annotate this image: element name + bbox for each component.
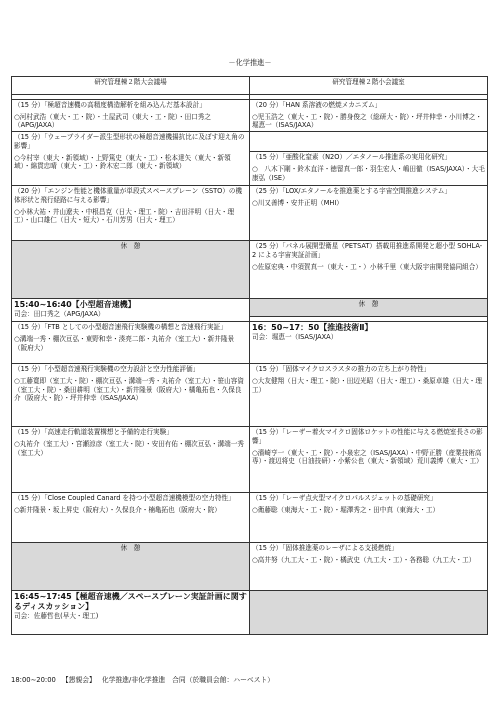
talk-title: （15 分）「レーザ点火型マイクロパルスジェットの基礎研究」 xyxy=(252,494,437,503)
talk-item xyxy=(250,493,488,543)
talk-authors: ○衛藤聡（東海大・工・院）・堀澤秀之・田中真（東海大・工） xyxy=(252,505,440,514)
talk-title: （25 分）「LOX/エタノールを推進薬とする宇宙空間推進システム」 xyxy=(252,187,451,196)
session-header xyxy=(250,322,488,364)
talk-title: （15 分）「亜酸化窒素（N2O）／エタノール推進系の実用化研究」 xyxy=(252,153,452,162)
talk-authors: ○工藤寛即（室工大・院）・棚次亘弘・溝端一秀・丸祐介（室工大）・笹山容資（室工大・院）・桑田耕明（室工大）・新井隆景（阪府大）・橘亀拓也・久保良介（阪府大・院）・坪井伸幸（ISAS/JAXA） xyxy=(14,376,244,403)
talk-title: （15 分）「高速走行軌道装置構想と予備的走行実験」 xyxy=(14,428,173,437)
talk-item xyxy=(12,186,250,241)
talk-authors: ○小林大祐・井山遼夫・中根昌克（日大・理工・院）・吉田洋明（日大・理工）・山口雄仁（日大・短大）・石川芳男（日大・理工） xyxy=(14,207,235,225)
session-title: 16:45∼17:45【極超音速機／スペースプレーン実証計画に関するディスカッション】 xyxy=(14,592,247,612)
talk-title: （15 分）「Close Coupled Canard を持つ小型超音速機模型の空力特性」 xyxy=(14,494,235,503)
talk-title: （25 分）「パネル展開型衛星（PETSAT）搭載用推進系開発と超小型 SOHLA-2 による宇宙実証計画」 xyxy=(252,242,483,259)
talk-title: （15 分）「固体マイクロスラスタの推力の立ち上がり特性」 xyxy=(252,365,431,374)
talk-authors: ○今村宰（東大・新領域）・上野篤史（東大・工）・松本達矢（東大・新領域）・綿貫忠晴（東大・工）・鈴木宏二郎（東大・新領域） xyxy=(14,153,231,171)
talk-item xyxy=(250,152,488,186)
talk-authors: ○高井努（九工大・工・院）・橘武史（九工大・工）・各務聡（九工大・工） xyxy=(252,555,476,564)
talk-authors: ○濱崎亨一（東大・工・院）・小泉宏之（ISAS/JAXA）・中野正勝（産業技術高専）・渡辺将史（日油技研）・小紫公也（東大・新領域）荒川義博（東大・工） xyxy=(252,448,483,466)
session-chair: 司会：田口秀之（APG/JAXA） xyxy=(14,310,105,319)
talk-authors: ○溝端一秀・棚次亘弘・東野和幸・湊亮二郎・丸祐介（室工大）・新井隆景（阪府大） xyxy=(14,334,235,352)
talk-authors: ○佐原宏典・中須賀真一（東大・工・）小林千里（東大阪宇宙開発協同組合） xyxy=(252,262,482,271)
talk-item xyxy=(12,364,250,427)
talk-title: （15 分）「ウェーブライダー派生型形状の極超音速機揚抗比に及ぼす迎え角の影響」 xyxy=(14,133,245,150)
break-cell: 休 憩 xyxy=(250,299,488,317)
reception-label: 【懇親会】 xyxy=(61,676,96,684)
talk-authors: ○丸祐介（室工大）・宮瀬涼彦（室工大・院）・安田有佑・棚次亘弘・溝端一秀（室工大） xyxy=(14,439,244,457)
talk-authors: ○河村武浩（東大・工・院）・土屋武司（東大・工・院）・田口秀之（APG/JAXA） xyxy=(14,112,211,130)
talk-item xyxy=(12,100,250,132)
talk-title: （15 分）「小型超音速飛行実験機の空力設計と空力性能評価」 xyxy=(14,365,200,374)
session-header xyxy=(12,299,250,322)
talk-item xyxy=(12,132,250,186)
reception-desc: 化学推進/非化学推進 合同（於職員会館：ハーベスト） xyxy=(101,676,275,684)
talk-item xyxy=(12,493,250,543)
session-header xyxy=(12,591,250,635)
talk-title: （20 分）「HAN 系溶液の燃焼メカニズム」 xyxy=(252,101,382,109)
venue-left: 研究管理棟２階大会議場 xyxy=(12,77,250,95)
talk-title: （20 分）「エンジン性能と機体重量が単段式スペースプレーン（SSTO）の機体形状と飛行経路に与える影響」 xyxy=(14,187,243,204)
venue-right: 研究管理棟２階小会議室 xyxy=(250,77,488,95)
talk-item xyxy=(12,322,250,364)
reception-time: 18:00∼20:00 xyxy=(11,676,56,684)
talk-item xyxy=(250,427,488,493)
talk-item xyxy=(250,543,488,591)
talk-title: （15 分）「極超音速機の高精度構造解析を組み込んだ基本設計」 xyxy=(14,101,206,109)
talk-item xyxy=(12,427,250,493)
empty-cell xyxy=(250,591,488,635)
break-cell: 休 憩 xyxy=(12,543,250,591)
talk-title: （15 分）「固体推進薬のレーザによる支援燃焼」 xyxy=(252,544,398,553)
talk-authors: ○川又善博・安井正明（MHI） xyxy=(252,198,343,207)
talk-authors: ○新井隆景・坂上昇史（阪府大）・久保良介・楠亀拓也（阪府大・院） xyxy=(14,505,221,514)
section-header: －化学推進－ xyxy=(228,58,272,67)
talk-title: （15 分）「レーザー着火マイクロ固体ロケットの性能に与える燃焼室長さの影響」 xyxy=(252,428,483,445)
break-cell: 休 憩 xyxy=(12,241,250,299)
talk-authors: ○児玉浩之（東大・工・院）・勝身俊之（総研大・院）・坪井伸幸・小川博之・堀恵一（ISAS/JAXA） xyxy=(252,112,482,130)
session-chair: 司会：佐藤哲也(早大・理工) xyxy=(14,612,99,621)
talk-title: （15 分）「FTB としての小型超音速飛行実験機の構想と音速飛行実証」 xyxy=(14,323,227,332)
talk-authors: ○ 八木下剛・鈴木直洋・徳留真一郎・羽生宏人・嶋田徹（ISAS/JAXA）・大毛康弘（ISE） xyxy=(252,164,485,182)
talk-item xyxy=(250,132,488,152)
talk-item xyxy=(250,100,488,132)
session-title: 16：50∼17：50【推進技術Ⅱ】 xyxy=(252,323,373,333)
session-chair: 司会：堀恵一（ISAS/JAXA） xyxy=(252,333,338,342)
reception-notice xyxy=(11,676,487,685)
talk-item xyxy=(250,364,488,427)
schedule-table xyxy=(11,76,488,635)
talk-item xyxy=(250,186,488,241)
talk-authors: ○大友健翔（日大・理工・院）・田辺光昭（日大・理工）・桑原卓雄（日大・理工） xyxy=(252,376,482,394)
session-title: 15:40∼16:40【小型超音速機】 xyxy=(14,300,136,310)
talk-item xyxy=(250,241,488,299)
